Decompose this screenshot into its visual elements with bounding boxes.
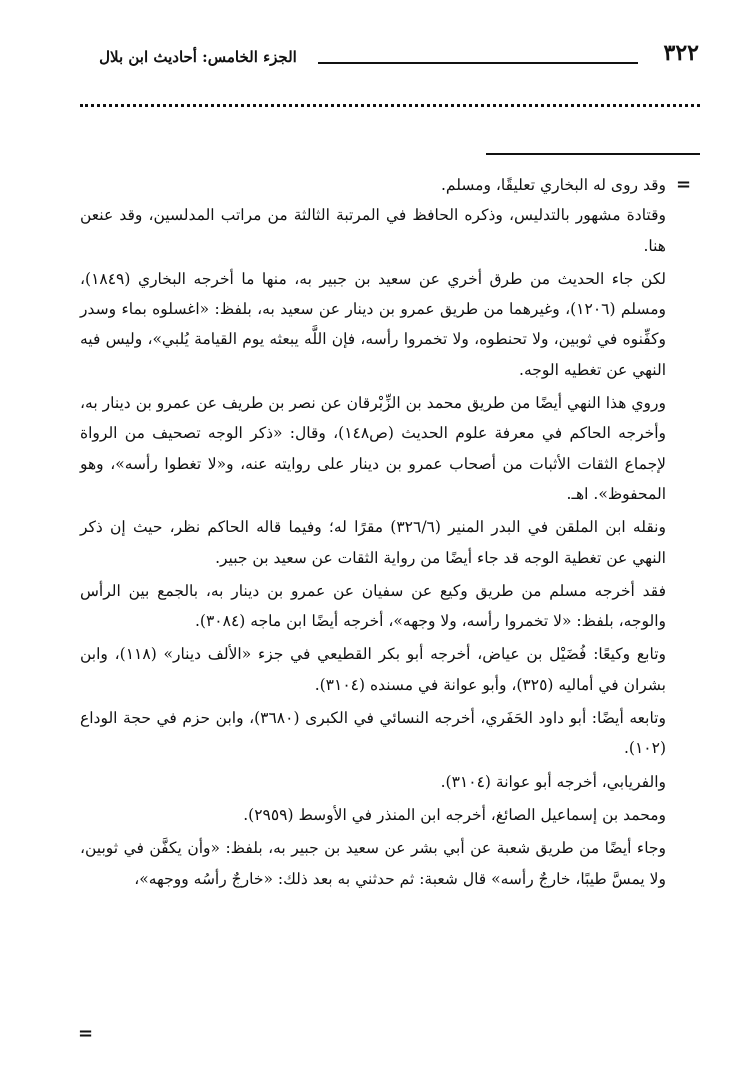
footnote-body — [80, 170, 666, 894]
header-rule — [318, 62, 638, 64]
continuation-mark: = — [676, 174, 692, 195]
paragraph: وقتادة مشهور بالتدليس، وذكره الحافظ في المرتبة الثالثة من مراتب المدلسين، وقد عنعن هنا. — [80, 206, 666, 255]
running-head: الجزء الخامس: أحاديث ابن بلال — [99, 48, 297, 66]
paragraph: وتابع وكيعًا: فُضَيْل بن عياض، أخرجه أبو بكر القطيعي في جزء «الألف دينار» (١١٨)، وابن بشران في أماليه (٣٢٥)، وأبو عوانة في مسنده (٣١٠٤). — [80, 645, 666, 694]
paragraph: وتابعه أيضًا: أبو داود الحَفَري، أخرجه النسائي في الكبرى (٣٦٨٠)، وابن حزم في حجة الوداع (١٠٢). — [80, 709, 666, 758]
paragraph: والفريابي، أخرجه أبو عوانة (٣١٠٤). — [440, 772, 666, 791]
paragraph: ومحمد بن إسماعيل الصائغ، أخرجه ابن المنذر في الأوسط (٢٩٥٩). — [243, 805, 666, 824]
paragraph: لكن جاء الحديث من طرق أخري عن سعيد بن جبير به، منها ما أخرجه البخاري (١٨٤٩)، ومسلم (١٢٠٦)، وغيرهما من طريق عمرو بن دينار عن سعيد به، بلفظ: «اغسلوه بماء وسدر وكفِّنوه في ثوبين، ولا تحنطوه، ولا تخمروا رأسه، فإن اللَّه يبعثه يوم القيامة يُلبي»، وليس فيه النهي عن تغطيه الوجه. — [80, 269, 666, 379]
paragraph: وقد روى له البخاري تعليقًا، ومسلم. — [440, 176, 666, 194]
continuation-mark-end: = — [78, 1023, 94, 1044]
dotted-separator — [80, 104, 700, 107]
paragraph: وجاء أيضًا من طريق شعبة عن أبي بشر عن سعيد بن جبير به، بلفظ: «وأن يكفَّن في ثوبين، ولا يمسَّ طيبًا، خارجٌ رأسه» قال شعبة: ثم حدثني به بعد ذلك: «خارجٌ رأسُه ووجهه»، — [80, 839, 666, 888]
paragraph: فقد أخرجه مسلم من طريق وكيع عن سفيان عن عمرو بن دينار به، بالجمع بين الرأس والوجه، بلفظ: «لا تخمروا رأسه، ولا وجهه»، أخرجه أيضًا ابن ماجه (٣٠٨٤). — [80, 581, 666, 631]
page-number: ٣٢٢ — [663, 40, 699, 66]
paragraph: ونقله ابن الملقن في البدر المنير (٣٢٦/٦) مقرًا له؛ وفيما قاله الحاكم نظر، حيث إن ذكر النهي عن تغطية الوجه قد جاء أيضًا من رواية الثقات عن سعيد بن جبير. — [80, 518, 666, 567]
paragraph: وروي هذا النهي أيضًا من طريق محمد بن الزِّبْرقان عن نصر بن طريف عن عمرو بن دينار به، وأخرجه الحاكم في معرفة علوم الحديث (ص١٤٨)، وقال: «ذكر الوجه تصحيف من الرواة لإجماع الثقات الأثبات من أصحاب عمرو بن دينار على روايته عنه، و«لا تغطوا رأسه»، وهو المحفوظ». اهـ. — [80, 394, 666, 503]
footnote-rule — [486, 153, 700, 155]
